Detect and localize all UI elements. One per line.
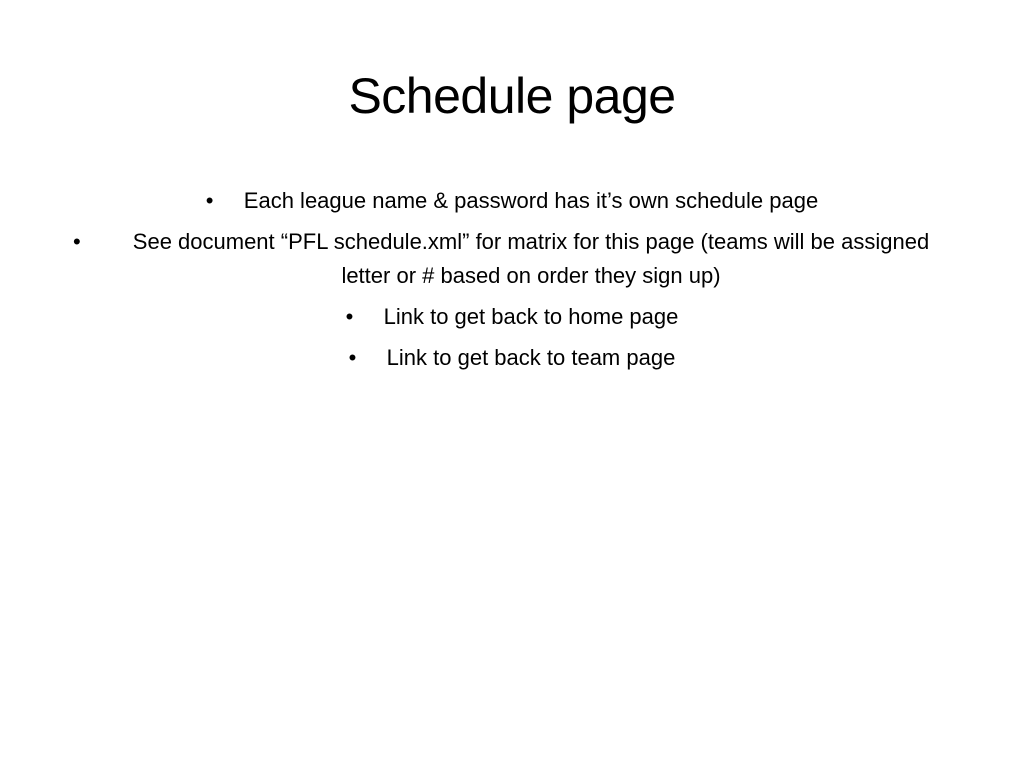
list-item [60, 300, 964, 334]
list-item [60, 341, 964, 375]
list-item [60, 184, 964, 218]
bullet-icon: • [345, 304, 354, 329]
bullet-text: See document “PFL schedule.xml” for matrix for this page (teams will be assigned letter or # based on order they sign up) [132, 229, 930, 288]
slide-title: Schedule page [348, 68, 676, 124]
bullet-text: Link to get back to home page [383, 304, 679, 329]
bullet-icon: • [73, 229, 81, 254]
bullet-text: Link to get back to team page [386, 345, 676, 370]
bullet-text: Each league name & password has it’s own schedule page [243, 188, 819, 213]
bullet-icon: • [348, 345, 357, 370]
list-item [60, 225, 964, 293]
bullet-icon: • [205, 188, 214, 213]
bullet-list [60, 184, 964, 382]
